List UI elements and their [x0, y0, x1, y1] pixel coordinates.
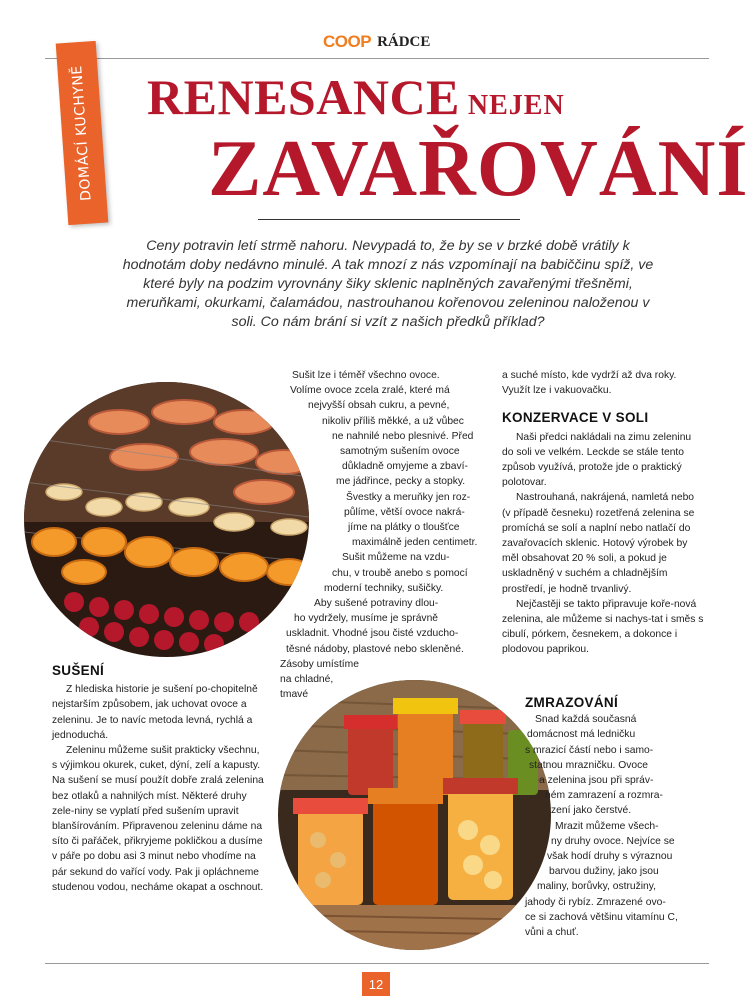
- column-2-line: ho vydržely, musíme je správně: [294, 613, 439, 625]
- suseni-title: SUŠENÍ: [52, 663, 105, 678]
- column-2-line: chu, v troubě anebo s pomocí: [332, 567, 468, 579]
- header-logo: [323, 32, 430, 52]
- suseni-paragraph-2: Zeleninu můžeme sušit prakticky všechnu, s výjimkou okurek, cuket, dýní, zelí a kapusty. Na sušení se musí použít dobře zralá zelenina bez otlaků a nahnilých míst. Některé druhy zele-niny se vyplatí před sušením upravit blanšírováním. Připravenou zeleninu dáme na síto či pařáček, přikryjeme pokličkou a dusíme v páře po dobu asi 3 minut nebo vhodíme na pár sekund do vařící vody. Pak ji opláchneme studenou vodou, necháme okapat a oschnout.: [52, 745, 264, 893]
- zmrazovani-lines: [525, 712, 705, 940]
- column-2-line: tmavé: [280, 689, 309, 701]
- suseni-paragraph-1: Z hlediska historie je sušení po-chopitelně nejstarším způsobem, jak uchovat ovoce a zeleninu. Je to navíc metoda levná, rychlá a jednoduchá.: [52, 684, 258, 741]
- zmrazovani-line: s mrazicí částí nebo i samo-: [525, 744, 654, 756]
- zmrazovani-line: zení jako čerstvé.: [551, 805, 632, 817]
- zmrazovani-line: statnou mrazničku. Ovoce: [529, 759, 649, 771]
- konzervace-paragraph-2: Nastrouhaná, nakrájená, namletá nebo (v případě česneku) rozetřená zelenina se promíchá se solí a naplní nebo natlačí do zavařovacích sklenic. Hotový výrobek by měl obsahovat 20 % soli, a pokud je uskladněný v suchém a chladnějším prostředí, je hodně trvanlivý.: [502, 492, 695, 595]
- konzervace-paragraph-1: Naši předci nakládali na zimu zeleninu do soli ve velkém. Leckde se stále tento způsob využívá, protože jde o praktický polotovar.: [502, 431, 692, 489]
- headline-line-1: [147, 68, 565, 126]
- zmrazovani-line: barvou dužiny, jako jsou: [549, 866, 659, 878]
- column-2-text: [280, 368, 500, 702]
- bottom-divider: [45, 963, 709, 964]
- column-2-lines: [280, 368, 500, 702]
- column-2-line: me jádřince, pecky a stopky.: [336, 476, 466, 488]
- column-2-line: Sušit můžeme na vzdu-: [342, 552, 450, 564]
- column-3-text: [502, 368, 704, 658]
- lead-paragraph: Ceny potravin letí strmě nahoru. Nevypadá to, že by se v brzké době vrátily k hodnotám doby nedávno minulé. A tak mnozí z nás vzpomínají na babiččinu spíž, ve které byly na podzim vyrovnány šiky sklenic naplněných zavařenými třešněmi, meruňkami, okurkami, čalamádou, nastrouhanou kořenovou zeleninou naloženou v soli. Co nám brání si vzít z našich předků příklad?: [122, 238, 654, 330]
- zmrazovani-line: ce si zachová většinu vitamínu C,: [525, 911, 678, 923]
- column-2-line: Sušit lze i téměř všechno ovoce.: [292, 370, 440, 381]
- column-2-line: maximálně jeden centimetr.: [352, 537, 478, 549]
- column-2-line: Zásoby umístíme: [280, 658, 359, 670]
- column-2-line: Švestky a meruňky jen roz-: [346, 491, 471, 503]
- preserves-jars-photo: [278, 680, 551, 950]
- top-divider: [45, 58, 709, 59]
- zmrazovani-line: jahody či rybíz. Zmrazené ovo-: [525, 896, 666, 908]
- section-zmrazovani: [525, 695, 705, 940]
- column-2-line: důkladně omyjeme a zbaví-: [342, 461, 468, 473]
- zmrazovani-line: a zelenina jsou při správ-: [539, 775, 654, 787]
- column-2-line: Aby sušené potraviny dlou-: [314, 598, 439, 610]
- column-2-line: uskladnit. Vhodné jsou čisté vzducho-: [286, 628, 459, 640]
- category-ribbon: [56, 41, 109, 225]
- column-2-line: ne nahnilé nebo plesnivé. Před: [332, 430, 474, 442]
- zmrazovani-line: ném zamrazení a rozmra-: [545, 790, 663, 802]
- zmrazovani-line: maliny, borůvky, ostružiny,: [537, 881, 657, 893]
- headline-nejen: NEJEN: [467, 90, 565, 121]
- headline-renesance: RENESANCE: [147, 69, 460, 125]
- column-2-line: nikoliv příliš měkké, a už vůbec: [322, 415, 464, 427]
- column-2-line: jíme na plátky o tloušťce: [348, 522, 460, 534]
- zmrazovani-line: vůni a chuť.: [525, 927, 579, 939]
- zmrazovani-line: Snad každá současná: [535, 714, 637, 726]
- column-2-line: moderní techniky, sušičky.: [324, 582, 444, 594]
- konzervace-paragraph-3: Nejčastěji se takto připravuje kоře-nová zelenina, ale můžeme si nachys-tat i směs s cibulí, pórkem, česnekem, a dokonce i plodovou paprikou.: [502, 598, 704, 656]
- title-divider: [258, 219, 520, 220]
- headline-line-2: ZAVAŘOVÁNÍ: [208, 125, 749, 213]
- column-3-continuation: a suché místo, kde vydrží až dva roky. Využít lze i vakuovačku.: [502, 370, 677, 397]
- zmrazovani-line: Mrazit můžeme všech-: [555, 820, 659, 832]
- section-suseni: [52, 663, 267, 895]
- zmrazovani-line: domácnost má ledničku: [527, 729, 636, 741]
- page-number: 12: [362, 972, 390, 996]
- zmrazovani-line: však hodí druhy s výraznou: [547, 851, 673, 863]
- category-label: DOMÁCÍ KUCHYNĚ: [69, 64, 95, 202]
- column-2-line: Volíme ovoce zcela zralé, které má: [290, 385, 450, 397]
- coop-logo: COOP: [323, 32, 372, 51]
- column-2-line: nejvyšší obsah cukru, a pevné,: [308, 400, 450, 412]
- zmrazovani-title: ZMRAZOVÁNÍ: [525, 695, 618, 710]
- column-2-line: těsné nádoby, plastové nebo skleněné.: [286, 643, 464, 655]
- column-2-line: samotným sušením ovoce: [340, 446, 460, 458]
- section-name: RÁDCE: [377, 33, 431, 50]
- konzervace-title: KONZERVACE V SOLI: [502, 410, 649, 426]
- dried-fruit-photo: [24, 382, 309, 657]
- zmrazovani-line: ny druhy ovoce. Nejvíce se: [551, 835, 675, 847]
- column-2-line: půlíme, větší ovoce nakrá-: [344, 506, 465, 518]
- column-2-line: na chladné,: [280, 674, 334, 686]
